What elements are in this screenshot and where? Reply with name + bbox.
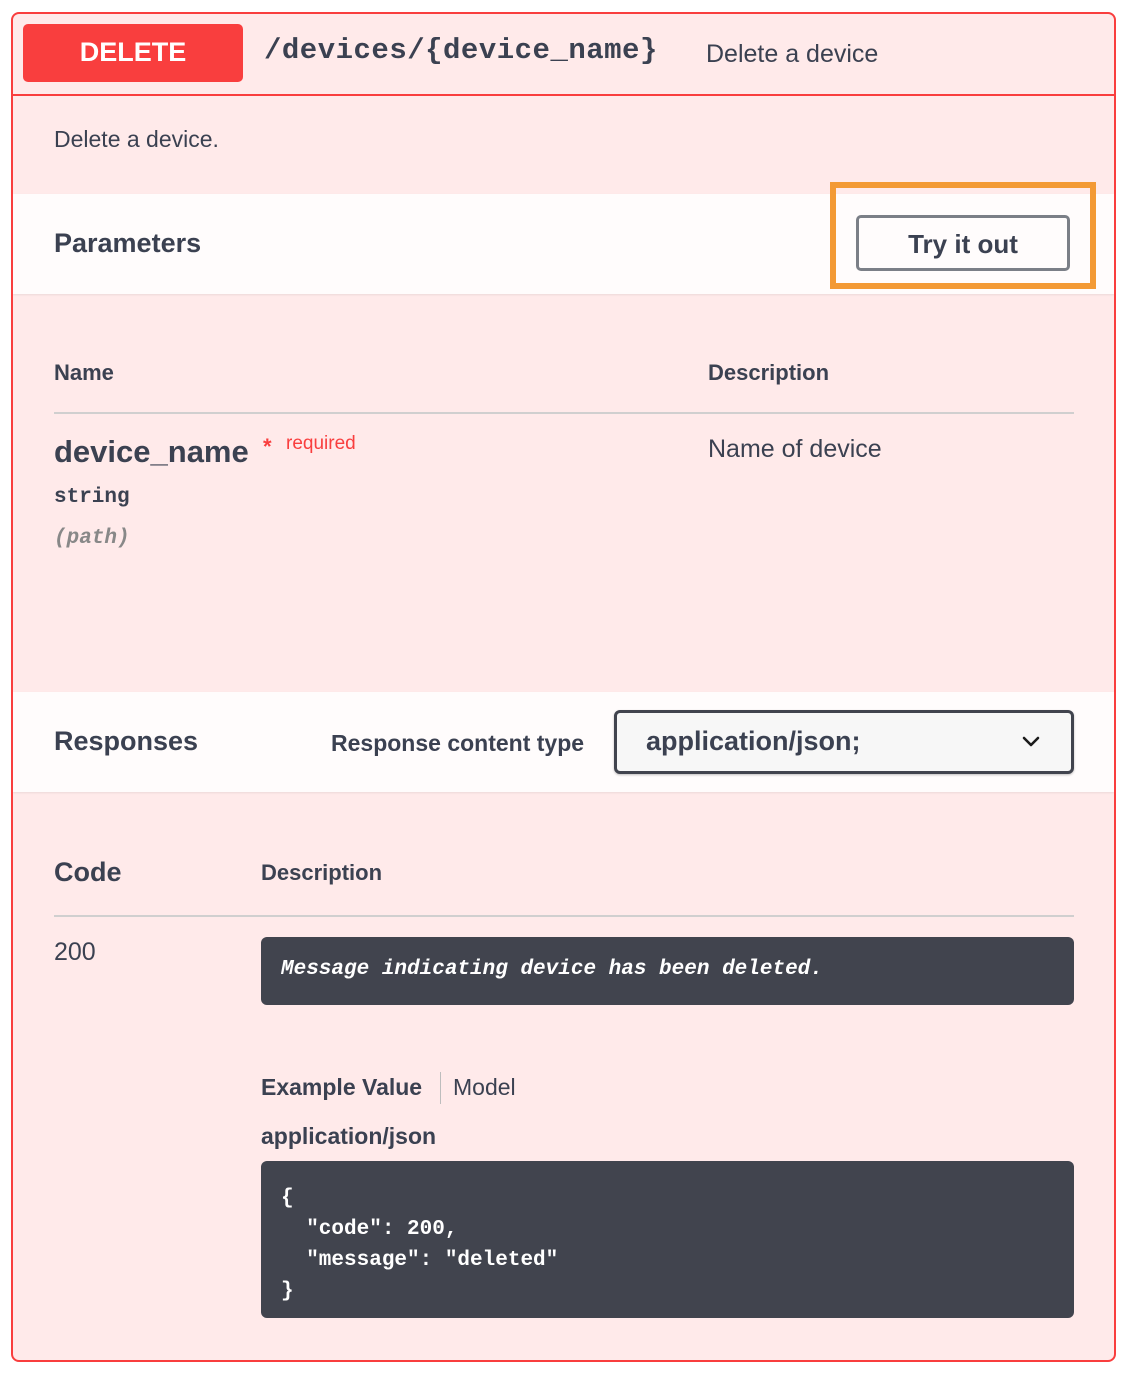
responses-section-header (13, 692, 1114, 792)
operation-summary[interactable] (13, 14, 1114, 96)
param-table-divider (54, 412, 1074, 414)
response-col-code: Code (54, 857, 122, 887)
chevron-down-icon (1019, 729, 1043, 753)
example-media-type: application/json (261, 1123, 437, 1149)
response-code: 200 (54, 938, 96, 966)
required-label: required (286, 433, 356, 454)
tab-separator (440, 1072, 441, 1104)
response-description: Message indicating device has been deleted. (281, 958, 823, 981)
example-code-block (261, 1161, 1074, 1318)
operation-summary-text: Delete a device (706, 40, 879, 68)
response-table-divider (54, 915, 1074, 917)
param-location: (path) (54, 527, 130, 550)
response-description-box (261, 937, 1074, 1005)
tab-model[interactable]: Model (453, 1074, 516, 1100)
parameters-section-header (13, 194, 1114, 294)
param-col-description: Description (708, 360, 830, 385)
parameters-title: Parameters (54, 228, 202, 258)
param-type: string (54, 486, 130, 509)
try-it-out-button[interactable]: Try it out (856, 215, 1070, 271)
operation-block-delete-device (11, 12, 1116, 1362)
operation-description: Delete a device. (54, 126, 219, 152)
content-type-value: application/json; (646, 726, 861, 756)
response-content-type-select[interactable] (614, 710, 1074, 774)
response-content-type-label: Response content type (331, 730, 585, 756)
required-star: * (263, 434, 272, 459)
tab-example-value[interactable]: Example Value (261, 1074, 423, 1100)
param-col-name: Name (54, 360, 114, 385)
example-json: { "code": 200, "message": "deleted" } (281, 1187, 559, 1303)
operation-path: /devices/{device_name} (264, 34, 658, 67)
param-description: Name of device (708, 435, 882, 463)
http-method-badge: DELETE (23, 24, 243, 82)
response-col-description: Description (261, 860, 383, 885)
param-name: device_name (54, 434, 249, 469)
responses-title: Responses (54, 726, 199, 756)
